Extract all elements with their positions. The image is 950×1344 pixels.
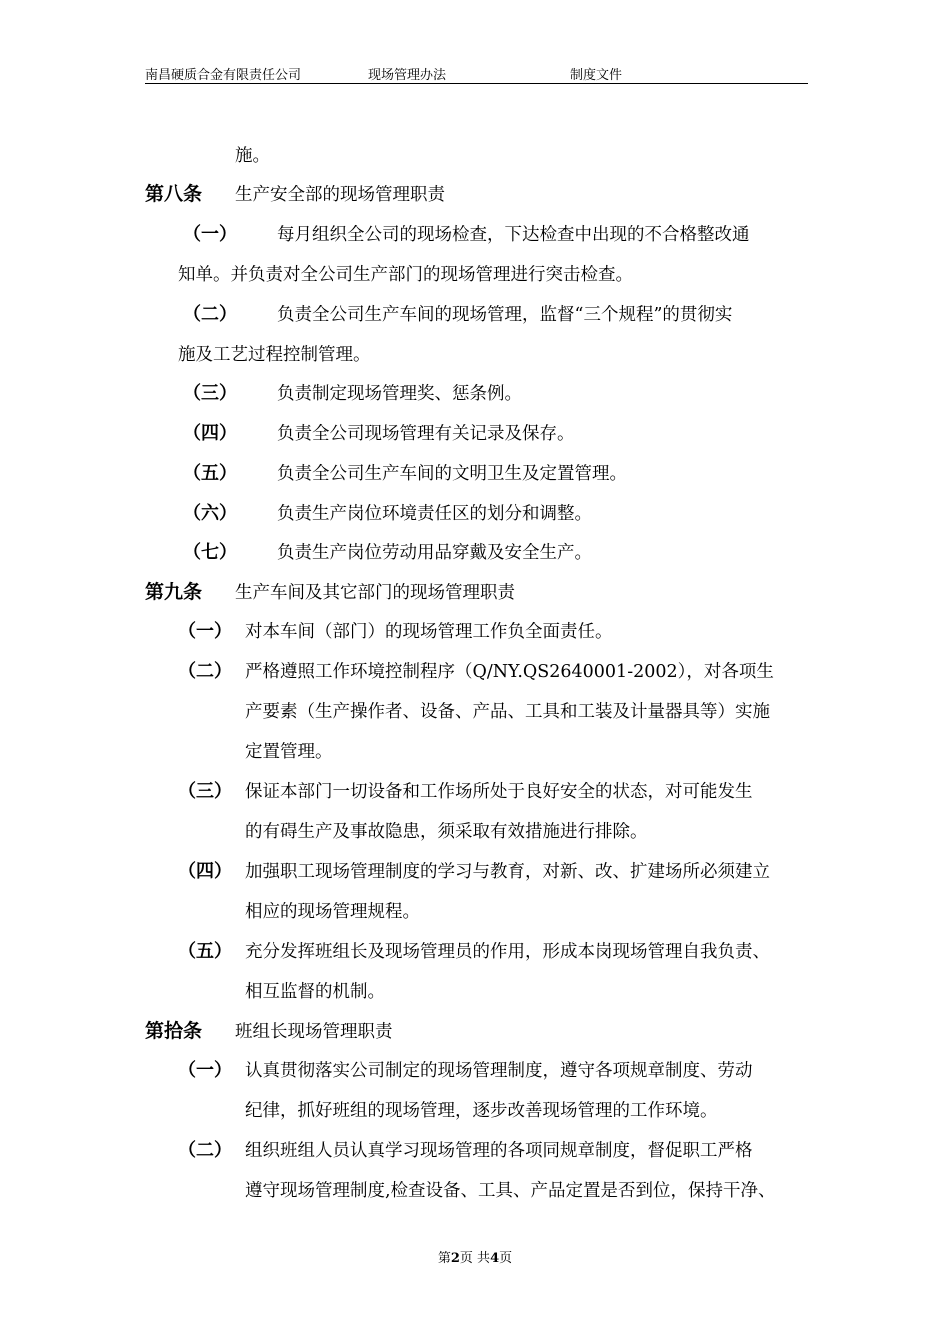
art8-item-1-line2: 知单。并负责对全公司生产部门的现场管理进行突击检查。 [178,265,633,285]
header-rule [145,83,808,84]
article-10-title: 班组长现场管理职责 [235,1022,393,1042]
footer-page-number: 2 [450,1251,460,1266]
art9-item-3-line2: 的有碍生产及事故隐患，须采取有效措施进行排除。 [245,822,648,842]
art8-item-1-line1: 每月组织全公司的现场检查，下达检查中出现的不合格整改通 [277,225,750,245]
article-8-heading: 第八条 [145,183,203,205]
art8-item-4-num: （四） [183,423,237,444]
art9-item-2-line1: 严格遵照工作环境控制程序（Q/NY.QS2640001-2002），对各项生 [245,662,774,682]
article-9-title: 生产车间及其它部门的现场管理职责 [235,583,515,603]
header-doc-type: 制度文件 [570,68,623,83]
article-9-heading: 第九条 [145,581,203,603]
header-company: 南昌硬质合金有限责任公司 [145,68,302,83]
art8-item-7-num: （七） [183,542,237,563]
art8-item-6-num: （六） [183,503,237,524]
art8-item-1-num: （一） [183,224,237,245]
art10-item-2-line2: 遵守现场管理制度,检查设备、工具、产品定置是否到位，保持干净、 [245,1181,776,1201]
art8-item-6-line1: 负责生产岗位环境责任区的划分和调整。 [277,504,592,524]
art9-item-2-line2: 产要素（生产操作者、设备、产品、工具和工装及计量器具等）实施 [245,702,770,722]
art8-item-3-line1: 负责制定现场管理奖、惩条例。 [277,384,522,404]
art9-item-4-line1: 加强职工现场管理制度的学习与教育，对新、改、扩建场所必须建立 [245,862,770,882]
art10-item-1-line1: 认真贯彻落实公司制定的现场管理制度，遵守各项规章制度、劳动 [245,1061,753,1081]
art9-item-1-num: （一） [178,621,232,642]
art9-item-3-num: （三） [178,781,232,802]
art8-item-7-line1: 负责生产岗位劳动用品穿戴及安全生产。 [277,543,592,563]
footer-pre: 第 [437,1251,451,1266]
art9-item-2-line3: 定置管理。 [245,742,333,762]
header-title: 现场管理办法 [368,68,447,83]
footer-post: 页 [499,1251,513,1266]
art10-item-2-num: （二） [178,1140,232,1161]
art9-item-4-line2: 相应的现场管理规程。 [245,902,420,922]
art10-item-2-line1: 组织班组人员认真学习现场管理的各项同规章制度，督促职工严格 [245,1141,753,1161]
page-footer [0,1247,950,1266]
art9-item-5-line1: 充分发挥班组长及现场管理员的作用，形成本岗现场管理自我负责、 [245,942,770,962]
art8-item-3-num: （三） [183,383,237,404]
art9-item-1-line1: 对本车间（部门）的现场管理工作负全面责任。 [245,622,613,642]
article-10-heading: 第拾条 [145,1020,203,1042]
art10-item-1-line2: 纪律，抓好班组的现场管理，逐步改善现场管理的工作环境。 [245,1101,718,1121]
art9-item-2-num: （二） [178,661,232,682]
art8-item-2-line1: 负责全公司生产车间的现场管理，监督“三个规程”的贯彻实 [277,305,733,325]
art8-item-2-num: （二） [183,304,237,325]
art8-item-5-line1: 负责全公司生产车间的文明卫生及定置管理。 [277,464,627,484]
footer-total-pages: 4 [490,1251,500,1266]
art9-item-4-num: （四） [178,861,232,882]
footer-mid: 页 共 [459,1251,491,1266]
art8-item-2-line2: 施及工艺过程控制管理。 [178,345,371,365]
art9-item-5-num: （五） [178,941,232,962]
art9-item-5-line2: 相互监督的机制。 [245,982,385,1002]
art9-item-3-line1: 保证本部门一切设备和工作场所处于良好安全的状态，对可能发生 [245,782,753,802]
art8-item-5-num: （五） [183,463,237,484]
art10-item-1-num: （一） [178,1060,232,1081]
intro-line: 施。 [235,146,270,166]
article-8-title: 生产安全部的现场管理职责 [235,185,445,205]
art8-item-4-line1: 负责全公司现场管理有关记录及保存。 [277,424,575,444]
